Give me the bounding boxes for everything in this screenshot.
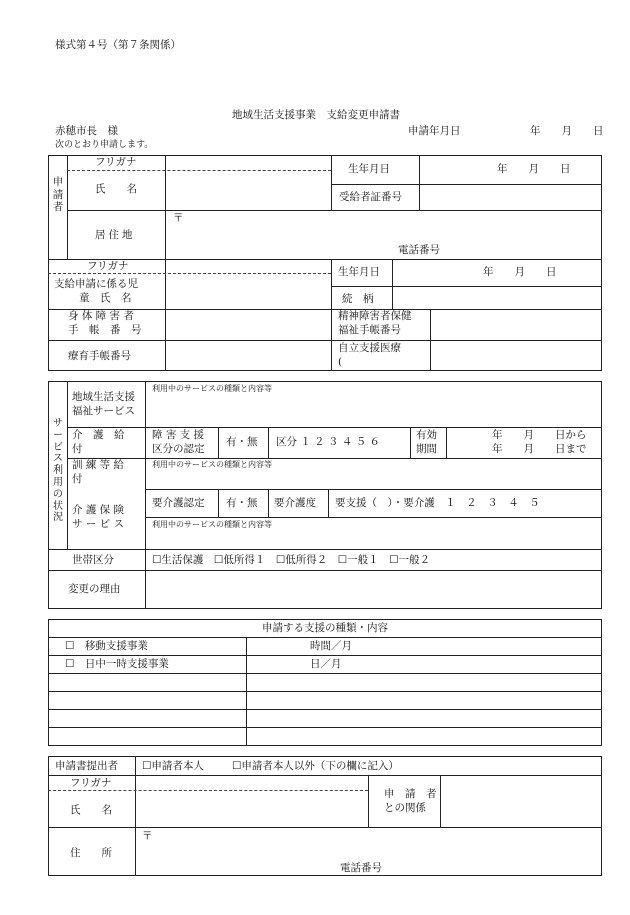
yuko-from[interactable]: 年 月 日から: [492, 429, 587, 441]
form-title: 地域生活支援事業 支給変更申請書: [232, 109, 400, 121]
child-furigana-label: フリガナ: [87, 260, 129, 272]
kaigo-kyufu-label-line2: 付: [72, 443, 83, 455]
mental-handbook-label-line2: 福祉手帳番号: [338, 324, 401, 336]
submitter-self-checkbox[interactable]: ☐申請者本人: [142, 760, 204, 772]
yokaigo-do-label: 要介護度: [274, 497, 316, 509]
child-relation-label: 続 柄: [342, 293, 374, 305]
support-nicchu-checkbox[interactable]: ☐ 日中一時支援事業: [65, 658, 169, 670]
applicant-phone-label: 電話番号: [398, 244, 440, 256]
application-date-label: 申請年月日: [408, 125, 461, 137]
kaigo-kyufu-label-line1: 介 護 給: [72, 429, 125, 441]
child-name-label-line2: 童 氏 名: [79, 292, 132, 304]
submitter-relation-label-line2: との関係: [384, 802, 426, 814]
submitter-table: [48, 756, 602, 876]
support-nicchu-value[interactable]: 日／月: [310, 658, 342, 670]
form-id: 様式第４号（第７条関係）: [55, 39, 181, 51]
mental-handbook-label-line1: 精神障害者保健: [338, 310, 412, 322]
household-options[interactable]: ☐生活保護 ☐低所得１ ☐低所得２ ☐一般１ ☐一般２: [152, 554, 431, 566]
submitter-furigana-label: フリガナ: [70, 777, 112, 789]
reason-label: 変更の理由: [68, 583, 121, 595]
applicant-birthdate-label: 生年月日: [348, 163, 390, 175]
ryoiku-handbook-label: 療育手帳番号: [68, 350, 131, 362]
submitter-name-label: 氏 名: [70, 804, 112, 816]
child-birthdate-label: 生年月日: [338, 266, 380, 278]
yuko-to[interactable]: 年 月 日まで: [492, 443, 587, 455]
child-name-label-line1: 支給申請に係る児: [54, 278, 138, 290]
submitter-label: 申請書提出者: [55, 760, 118, 772]
yokaigo-nintei-label: 要介護認定: [152, 497, 205, 509]
yuko-kikan-label-line1: 有効: [416, 429, 437, 441]
physical-handbook-label-line1: 身 体 障 害 者: [68, 310, 134, 322]
shogai-shien-label-line2: 区分の認定: [152, 443, 205, 455]
submitter-address-label: 住 所: [70, 847, 112, 859]
child-birthdate-value[interactable]: 年 月 日: [483, 266, 557, 278]
chiiki-usage-note: 利用中のサービスの種類と内容等: [152, 384, 272, 393]
shogai-shien-label-line1: 障 害 支 援: [152, 429, 205, 441]
yuko-kikan-label-line2: 期間: [416, 443, 437, 455]
applicant-birthdate-value[interactable]: 年 月 日: [497, 163, 571, 175]
applicant-address-label: 居住地: [95, 229, 136, 241]
applicant-postal-mark: 〒: [173, 212, 184, 224]
jiritsu-label-line1: 自立支援医療: [338, 342, 401, 354]
shogai-umu-select[interactable]: 有・無: [226, 436, 258, 448]
shogai-kubun-select[interactable]: 区分 １ ２ ３ ４ ５ ６: [276, 436, 381, 448]
submitter-other-checkbox[interactable]: ☐申請者本人以外（下の欄に記入）: [232, 760, 399, 772]
addressee: 赤穂市長 様: [55, 125, 118, 137]
applicant-furigana-label: フリガナ: [95, 156, 137, 168]
yoshien-yokaigo-select[interactable]: 要支援（ ）・要介護 １ ２ ３ ４ ５: [335, 497, 540, 509]
submitter-postal-mark: 〒: [142, 830, 153, 842]
submitter-relation-label-line1: 申 請 者: [384, 788, 437, 800]
applicant-section-label: 申請者: [52, 176, 64, 214]
kaigo-hoken-label-line1: 介 護 保 険: [72, 504, 125, 516]
reason-input[interactable]: [146, 571, 601, 608]
support-ido-value[interactable]: 時間／月: [310, 640, 352, 652]
recipient-number-label: 受給者証番号: [339, 191, 402, 203]
kunren-kyufu-label-line2: 付: [72, 473, 83, 485]
applicant-name-label: 氏 名: [95, 183, 137, 195]
kunren-kyufu-label-line1: 訓 練 等 給: [72, 459, 125, 471]
kaigo-hoken-label-line2: サ ー ビ ス: [72, 518, 125, 530]
submitter-phone-label: 電話番号: [340, 862, 382, 874]
kunren-usage-note: 利用中のサービスの種類と内容等: [152, 460, 272, 469]
chiiki-service-label-line1: 地域生活支援: [72, 391, 135, 403]
hoken-usage-note: 利用中のサービスの種類と内容等: [152, 520, 272, 529]
application-date-value[interactable]: 年 月 日: [530, 125, 604, 137]
support-header: 申請する支援の種類・内容: [262, 622, 388, 634]
household-label: 世帯区分: [72, 554, 114, 566]
yokaigo-umu-select[interactable]: 有・無: [226, 497, 258, 509]
intro-text: 次のとおり申請します。: [55, 140, 154, 150]
physical-handbook-label-line2: 手 帳 番 号: [68, 324, 142, 336]
jiritsu-label-line2: (: [338, 356, 343, 368]
chiiki-service-label-line2: 福祉サービス: [72, 405, 135, 417]
support-ido-checkbox[interactable]: ☐ 移動支援事業: [65, 640, 148, 652]
service-section-label: サービス利用の状況: [53, 418, 63, 524]
